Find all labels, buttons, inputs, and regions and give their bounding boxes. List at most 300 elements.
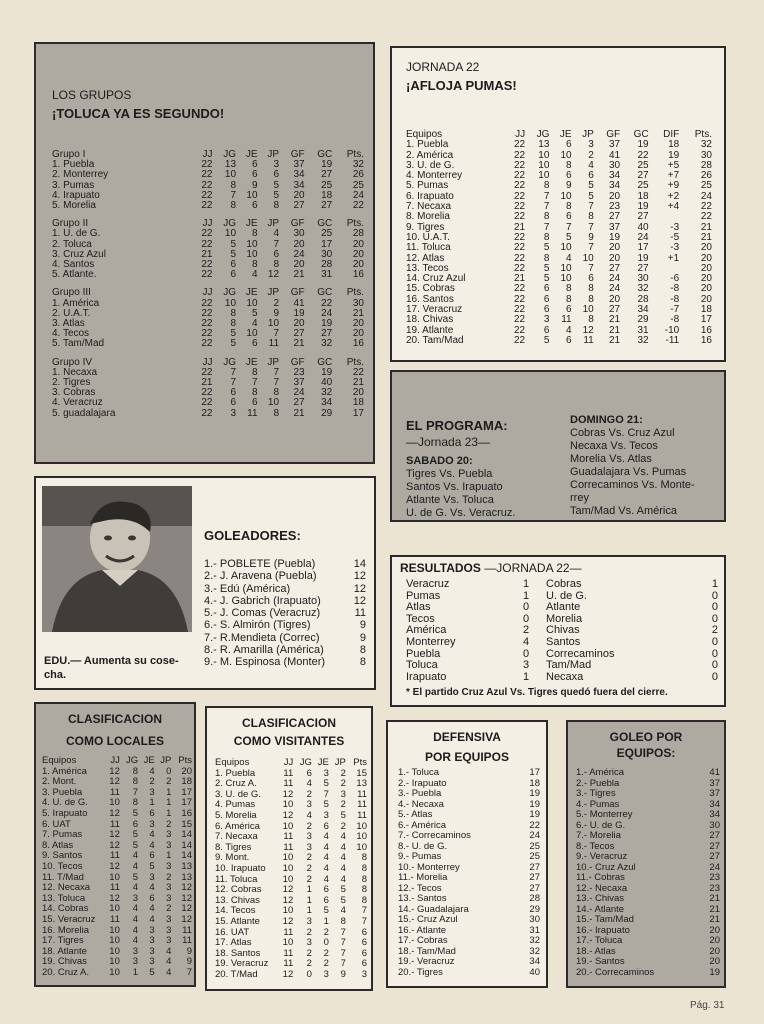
away-score: 2: [711, 624, 718, 637]
team-name: 10. U.A.T.: [406, 231, 450, 243]
stat-cell: 5: [588, 190, 594, 202]
stat-cell: 13: [538, 139, 550, 151]
home-score: 0: [522, 601, 530, 614]
team-name: 11.- Cobras: [576, 872, 625, 883]
home-team: Pumas: [406, 589, 441, 602]
stat-cell: 13: [356, 778, 367, 790]
table-header-row: [406, 130, 712, 140]
stat-cell: 3: [132, 892, 139, 904]
table-row: [398, 936, 540, 947]
stat-cell: 7: [588, 201, 594, 213]
player-photo: [42, 486, 192, 632]
away-team: Tam/Mad: [546, 659, 592, 672]
stat-cell: 22: [700, 211, 712, 223]
stat-cell: 8: [251, 366, 258, 378]
jornada-table: [406, 130, 712, 346]
team-name: 2. Cruz A.: [215, 778, 257, 790]
table-row: [52, 339, 364, 349]
column-header: GF: [290, 149, 305, 160]
programa-subtitle: —Jornada 23—: [406, 435, 491, 449]
stat-cell: 6: [588, 273, 594, 285]
stat-cell: 7: [340, 937, 346, 949]
defensiva-table: [398, 768, 540, 978]
column-header: GF: [290, 287, 305, 299]
team-name: 3. Cruz Azul: [52, 248, 106, 260]
stat-cell: 22: [352, 366, 364, 378]
stat-cell: 18: [700, 304, 712, 316]
stat-cell: 21: [514, 273, 526, 285]
stat-cell: 7: [340, 958, 346, 970]
stat-cell: 21: [352, 377, 364, 389]
stat-cell: 5: [340, 894, 346, 906]
table-row: [42, 862, 192, 873]
column-header: GF: [606, 129, 621, 140]
team-name: 6. UAT: [42, 818, 71, 830]
stat-cell: 25: [529, 851, 540, 862]
stat-cell: 4: [132, 913, 139, 925]
stat-cell: 8: [566, 283, 572, 295]
stat-cell: 24: [293, 248, 305, 260]
stat-cell: 25: [529, 840, 540, 852]
stat-cell: 27: [293, 397, 305, 409]
result-row: [406, 660, 718, 672]
column-header: Pts.: [694, 129, 712, 140]
stat-cell: 22: [514, 324, 526, 336]
stat-cell: -5: [670, 231, 680, 243]
stat-cell: 4: [323, 831, 329, 843]
resultados-note: * El partido Cruz Azul Vs. Tigres quedó fuera del cierre.: [406, 687, 668, 698]
table-row: [576, 968, 720, 979]
group-name: Grupo II: [52, 218, 89, 230]
table-row: [42, 915, 192, 926]
stat-cell: 19: [637, 139, 649, 151]
stat-cell: 20: [709, 935, 720, 946]
fixture-item: Guadalajara Vs. Pumas: [570, 466, 687, 478]
stat-cell: 7: [323, 788, 329, 800]
stat-cell: 9: [359, 619, 366, 632]
stat-cell: 6: [306, 767, 312, 779]
team-name: 3.- Edú (América): [204, 582, 291, 595]
stat-cell: 3: [361, 968, 367, 980]
stat-cell: 2: [166, 903, 172, 915]
team-name: 20.- Tigres: [398, 966, 443, 978]
stat-cell: 3: [166, 839, 172, 851]
stat-cell: 20: [700, 242, 712, 254]
stat-cell: 29: [637, 314, 649, 326]
stat-cell: 5: [543, 273, 550, 285]
team-name: 2.- J. Aravena (Puebla): [204, 570, 317, 583]
stat-cell: 10: [356, 831, 367, 843]
stat-cell: 41: [609, 149, 621, 161]
stat-cell: 11: [109, 882, 120, 894]
stat-cell: -8: [670, 293, 680, 305]
stat-cell: 34: [709, 798, 720, 810]
stat-cell: 8: [588, 283, 594, 295]
column-header: JP: [267, 218, 280, 230]
stat-cell: 21: [700, 221, 712, 233]
stat-cell: 31: [529, 924, 540, 936]
stat-cell: 22: [514, 334, 526, 346]
stat-cell: 23: [609, 201, 621, 213]
stat-cell: 22: [514, 283, 526, 295]
stat-cell: 24: [709, 861, 720, 873]
stat-cell: 5: [251, 307, 258, 319]
stat-cell: 10: [224, 228, 237, 240]
team-name: 3.- Puebla: [398, 788, 442, 799]
away-team: Morelia: [546, 612, 583, 625]
team-name: 14. Tecos: [215, 905, 256, 917]
stat-cell: 3: [323, 968, 329, 980]
stat-cell: 11: [109, 850, 120, 862]
stat-cell: 12: [109, 892, 120, 904]
stat-cell: 10: [246, 248, 258, 260]
stat-cell: 20: [709, 924, 720, 936]
team-name: 6. América: [215, 820, 260, 832]
stat-cell: 11: [247, 407, 258, 419]
stat-cell: 6: [323, 820, 329, 832]
stat-cell: 22: [514, 262, 526, 274]
stat-cell: 22: [201, 238, 213, 250]
team-name: 10.- Monterrey: [398, 861, 460, 873]
stat-cell: 11: [354, 607, 366, 620]
stat-cell: 22: [201, 307, 213, 319]
table-row: [398, 968, 540, 979]
stat-cell: 4: [166, 945, 172, 957]
stat-cell: 4: [323, 862, 329, 874]
stat-cell: 10: [109, 935, 120, 947]
stat-cell: 2: [323, 958, 329, 970]
stat-cell: 20: [352, 387, 364, 399]
team-name: 4. Irapuato: [52, 189, 100, 201]
stat-cell: 40: [637, 221, 649, 233]
group-name: Grupo I: [52, 149, 86, 160]
away-team: Santos: [546, 635, 581, 648]
stat-cell: 16: [352, 338, 364, 350]
stat-cell: 19: [529, 788, 540, 799]
stat-cell: 1: [306, 905, 312, 917]
stat-cell: 11: [283, 841, 294, 853]
stat-cell: 13: [181, 871, 192, 883]
stat-cell: 7: [230, 189, 237, 201]
stat-cell: 22: [514, 180, 526, 192]
stat-cell: 4: [149, 765, 155, 777]
stat-cell: 8: [543, 180, 550, 192]
stat-cell: 8: [361, 884, 367, 896]
stat-cell: 22: [514, 314, 526, 326]
stat-cell: 1: [149, 797, 155, 809]
team-name: 3. U. de G.: [406, 159, 455, 171]
stat-cell: 4: [166, 956, 172, 968]
stat-cell: 11: [283, 926, 294, 938]
team-name: 13. Tecos: [406, 262, 449, 274]
stat-cell: 40: [529, 966, 540, 978]
stat-cell: 17: [181, 786, 192, 798]
column-header: JG: [125, 755, 139, 766]
stat-cell: 2: [340, 799, 346, 811]
stat-cell: 5: [132, 807, 139, 819]
stat-cell: 3: [273, 159, 280, 171]
stat-cell: 29: [321, 407, 333, 419]
stat-cell: +5: [667, 159, 680, 171]
stat-cell: 29: [529, 903, 540, 915]
stat-cell: 3: [306, 915, 312, 927]
stat-cell: 8: [361, 852, 367, 864]
groups-panel: [34, 42, 375, 464]
stat-cell: 22: [514, 242, 526, 254]
goleadores-panel: [34, 476, 376, 690]
team-name: 5. guadalajara: [52, 407, 116, 419]
stat-cell: 7: [273, 366, 280, 378]
stat-cell: 3: [149, 945, 155, 957]
team-name: 1.- POBLETE (Puebla): [204, 558, 316, 570]
stat-cell: 22: [201, 179, 213, 191]
stat-cell: 11: [357, 809, 367, 821]
stat-cell: 24: [700, 190, 712, 202]
column-header: Equipos: [406, 129, 443, 140]
stat-cell: 4: [149, 839, 155, 851]
team-name: 14. Cruz Azul: [406, 273, 466, 285]
home-team: Toluca: [406, 659, 438, 672]
table-header-row: [42, 756, 192, 767]
resultados-title: RESULTADOS: [400, 561, 481, 575]
stat-cell: 4: [132, 903, 139, 915]
stat-cell: 21: [201, 377, 213, 389]
team-name: 10. Irapuato: [215, 862, 266, 874]
stat-cell: 5: [230, 248, 237, 260]
stat-cell: 8: [566, 293, 572, 305]
stat-cell: 30: [529, 914, 540, 925]
stat-cell: 7: [273, 377, 280, 389]
team-name: 6. Irapuato: [406, 190, 454, 202]
stat-cell: 5: [230, 328, 237, 340]
stat-cell: 10: [246, 189, 258, 201]
stat-cell: 20: [293, 259, 305, 271]
team-name: 3. Pumas: [52, 179, 95, 191]
table-row: [204, 607, 366, 619]
stat-cell: 4: [251, 318, 258, 330]
table-row: [398, 768, 540, 779]
team-name: 19.- Veracruz: [398, 956, 455, 967]
table-row: [406, 192, 712, 202]
fixture-item: Atlante Vs. Toluca: [406, 494, 494, 506]
table-row: [398, 873, 540, 884]
stat-cell: 12: [181, 903, 192, 915]
table-row: [406, 223, 712, 233]
table-row: [406, 233, 712, 243]
stat-cell: 20: [352, 318, 364, 330]
stat-cell: 0: [166, 765, 172, 777]
stat-cell: 8: [543, 231, 550, 243]
stat-cell: 7: [588, 221, 594, 233]
stat-cell: 27: [529, 872, 540, 883]
stat-cell: 8: [543, 211, 550, 223]
stat-cell: 8: [361, 894, 367, 906]
stat-cell: 10: [282, 862, 294, 874]
stat-cell: 20: [293, 318, 305, 330]
stat-cell: 1: [166, 850, 172, 862]
stat-cell: 27: [293, 328, 305, 340]
table-row: [204, 619, 366, 631]
table-row: [576, 789, 720, 800]
stat-cell: 2: [306, 958, 312, 970]
stat-cell: 11: [283, 778, 294, 790]
stat-cell: 6: [361, 947, 367, 959]
stat-cell: +9: [667, 180, 680, 192]
stat-cell: 27: [709, 840, 720, 852]
stat-cell: 8: [361, 862, 367, 874]
stat-cell: 24: [529, 830, 540, 841]
stat-cell: 7: [543, 201, 550, 213]
jornada-panel: [390, 46, 726, 362]
stat-cell: 10: [282, 905, 294, 917]
stat-cell: +1: [667, 252, 680, 264]
stat-cell: 34: [529, 956, 540, 967]
stat-cell: 37: [709, 777, 720, 789]
stat-cell: 20: [352, 259, 364, 271]
stat-cell: 5: [543, 262, 550, 274]
stat-cell: 27: [609, 304, 621, 316]
stat-cell: 4: [132, 850, 139, 862]
stat-cell: 7: [273, 328, 280, 340]
stat-cell: 11: [283, 831, 294, 843]
team-name: 7. Necaxa: [406, 201, 452, 213]
stat-cell: 10: [560, 149, 572, 161]
stat-cell: 10: [267, 318, 280, 330]
stat-cell: -10: [664, 324, 680, 336]
team-name: 12. Necaxa: [42, 882, 91, 894]
stat-cell: 5: [543, 334, 550, 346]
stat-cell: 3: [306, 831, 312, 843]
stat-cell: 34: [293, 179, 305, 191]
team-name: 1. América: [52, 297, 100, 309]
stat-cell: 22: [514, 170, 526, 182]
stat-cell: 18: [529, 777, 540, 789]
stat-cell: 9: [588, 231, 594, 243]
table-row: [406, 212, 712, 222]
table-row: [398, 789, 540, 800]
team-name: 1. Necaxa: [52, 366, 98, 378]
team-name: 16.- Irapuato: [576, 924, 630, 936]
stat-cell: 27: [321, 200, 333, 212]
team-name: 1. Puebla: [215, 767, 256, 779]
team-name: 17. Atlas: [215, 937, 252, 949]
stat-cell: 9: [186, 956, 192, 968]
team-name: 16. Morelia: [42, 924, 89, 936]
team-name: 3. Cobras: [52, 387, 96, 399]
stat-cell: 3: [543, 314, 550, 326]
stat-cell: 22: [514, 149, 526, 161]
programa-sat-games: [406, 468, 515, 520]
team-name: 9. Mont.: [215, 852, 250, 864]
team-name: 3. Puebla: [42, 786, 83, 798]
stat-cell: 4: [340, 831, 346, 843]
stat-cell: -3: [670, 242, 680, 254]
team-name: 9. Santos: [42, 850, 83, 862]
stat-cell: 37: [709, 788, 720, 799]
resultados-header: [400, 561, 582, 575]
stat-cell: 0: [306, 968, 312, 980]
stat-cell: 12: [353, 582, 366, 595]
stat-cell: 8: [230, 318, 237, 330]
stat-cell: 21: [514, 221, 526, 233]
stat-cell: 4: [340, 905, 346, 917]
stat-cell: 6: [323, 894, 329, 906]
stat-cell: 25: [321, 179, 333, 191]
stat-cell: 20: [293, 238, 305, 250]
team-name: 18. Chivas: [406, 314, 454, 326]
programa-panel: [390, 370, 726, 522]
table-row: [42, 968, 192, 979]
stat-cell: 27: [609, 211, 621, 223]
stat-cell: 10: [560, 242, 572, 254]
jornada-subheading: ¡AFLOJA PUMAS!: [406, 78, 517, 93]
stat-cell: 11: [283, 767, 294, 779]
visitantes-title2: COMO VISITANTES: [233, 734, 345, 748]
stat-cell: 25: [637, 159, 649, 171]
team-name: 11. Toluca: [406, 242, 451, 254]
stat-cell: 12: [109, 765, 120, 777]
stat-cell: 19: [709, 966, 720, 978]
stat-cell: 10: [109, 945, 120, 957]
table-row: [204, 583, 366, 595]
stat-cell: 20: [181, 765, 192, 777]
column-header: JE: [245, 356, 258, 368]
stat-cell: 20: [700, 273, 712, 285]
away-score: 0: [711, 647, 718, 660]
stat-cell: 1: [166, 807, 172, 819]
stat-cell: 6: [149, 892, 155, 904]
stat-cell: 6: [361, 958, 367, 970]
column-header: JE: [559, 129, 572, 140]
fixture-item: rrey: [570, 492, 589, 504]
stat-cell: 23: [709, 872, 720, 883]
home-score: 3: [522, 659, 530, 672]
table-row: [52, 409, 364, 419]
stat-cell: 6: [230, 397, 237, 409]
team-name: 2.- Puebla: [576, 777, 620, 789]
stat-cell: 16: [181, 807, 192, 819]
stat-cell: 31: [637, 324, 649, 336]
stat-cell: 34: [609, 170, 621, 182]
stat-cell: 6: [543, 324, 550, 336]
stat-cell: 12: [582, 324, 594, 336]
stat-cell: 2: [588, 149, 594, 161]
stat-cell: 2: [340, 767, 346, 779]
stat-cell: 24: [293, 387, 305, 399]
team-name: 16.- Atlante: [398, 924, 447, 936]
away-team: Cobras: [546, 578, 582, 590]
column-header: JE: [317, 757, 329, 768]
stat-cell: 27: [293, 200, 305, 212]
home-team: Puebla: [406, 647, 441, 660]
stat-cell: 19: [321, 318, 333, 330]
stat-cell: 14: [181, 839, 192, 851]
stat-cell: 14: [181, 829, 192, 841]
stat-cell: 34: [321, 397, 333, 409]
team-name: 15. Veracruz: [42, 913, 96, 925]
stat-cell: 2: [306, 852, 312, 864]
stat-cell: 21: [609, 314, 621, 326]
stat-cell: 5: [566, 231, 572, 243]
stat-cell: 5: [323, 905, 329, 917]
team-name: 8.- U. de G.: [398, 840, 448, 852]
stat-cell: 8: [273, 387, 280, 399]
column-header: GC: [317, 149, 333, 160]
stat-cell: 27: [709, 830, 720, 841]
stat-cell: 27: [609, 262, 621, 274]
stat-cell: 19: [293, 307, 305, 319]
stat-cell: 32: [637, 334, 649, 346]
